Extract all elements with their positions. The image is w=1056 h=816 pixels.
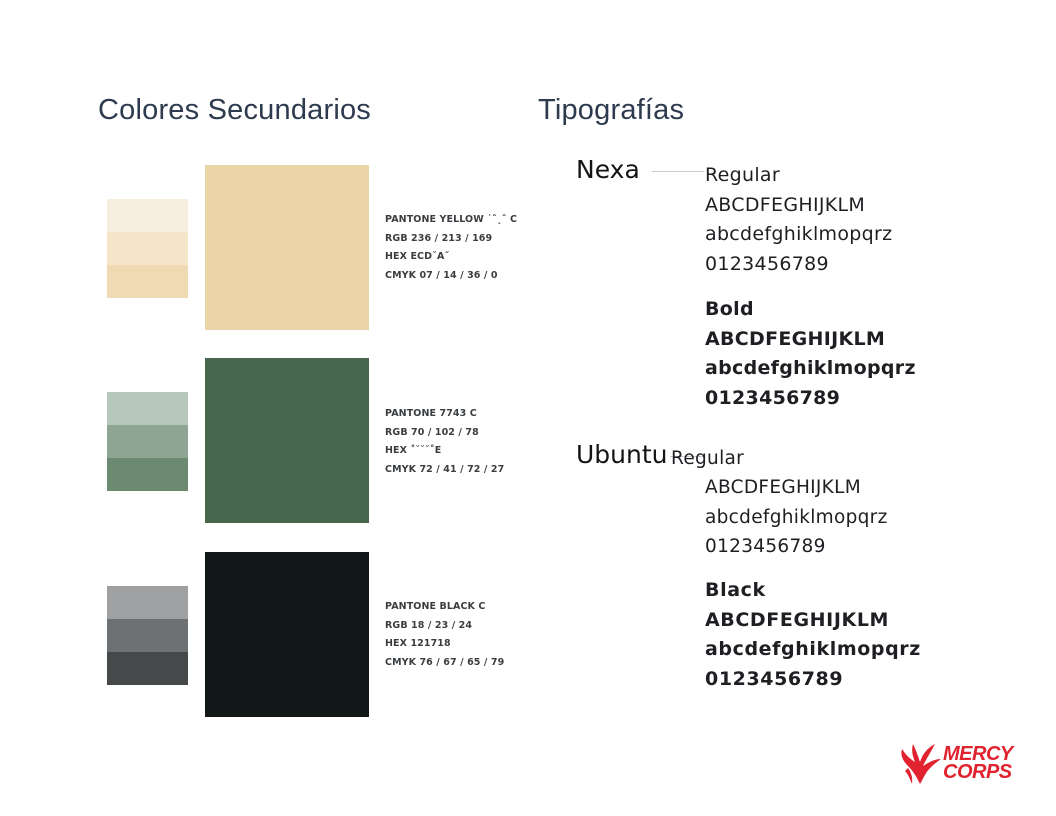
spec-cmyk: CMYK 76 / 67 / 65 / 79	[385, 657, 505, 669]
logo-text-line1: MERCY	[943, 743, 1013, 765]
font-name-nexa: Nexa	[576, 155, 640, 184]
typography-section-title: Tipografías	[538, 94, 685, 126]
spec-rgb: RGB 18 / 23 / 24	[385, 619, 473, 631]
font-name-ubuntu: Ubuntu	[576, 440, 668, 469]
mercy-corps-logo	[898, 740, 1022, 786]
nexa-bold-digits: 0123456789	[705, 386, 841, 409]
tint-black-light	[107, 586, 188, 619]
tint-black-mid	[107, 619, 188, 652]
tint-green-mid	[107, 425, 188, 458]
ubuntu-black-digits: 0123456789	[705, 667, 844, 690]
ubuntu-regular-label: Regular	[671, 448, 745, 469]
ubuntu-black-label: Black	[705, 579, 766, 601]
spec-pantone: PANTONE YELLOW ˙ˆ˛ˆ C	[385, 214, 518, 225]
spec-cmyk: CMYK 07 / 14 / 36 / 0	[385, 270, 498, 282]
ubuntu-black-lowercase: abcdefghiklmopqrz	[705, 638, 921, 660]
nexa-regular-digits: 0123456789	[705, 252, 829, 275]
spec-rgb: RGB 236 / 213 / 169	[385, 232, 493, 244]
logo-figure-icon	[898, 740, 942, 786]
nexa-bold-sample	[705, 295, 916, 413]
nexa-regular-label: Regular	[705, 164, 780, 186]
spec-hex: HEX ˚˘˘˘˚E	[385, 445, 442, 457]
swatch-yellow-specs	[385, 211, 517, 286]
tint-yellow-mid	[107, 232, 188, 265]
logo-text-line2: CORPS	[943, 761, 1012, 783]
ubuntu-black-uppercase: ABCDFEGHIJKLM	[705, 608, 890, 631]
swatch-yellow-main	[205, 165, 369, 330]
nexa-bold-uppercase: ABCDFEGHIJKLM	[705, 327, 886, 350]
spec-pantone: PANTONE 7743 C	[385, 408, 477, 419]
spec-rgb: RGB 70 / 102 / 78	[385, 426, 479, 438]
swatch-green-specs	[385, 405, 504, 480]
swatch-black-specs	[385, 598, 504, 673]
tint-black-dark	[107, 652, 188, 685]
nexa-bold-label: Bold	[705, 298, 754, 320]
spec-hex: HEX 121718	[385, 638, 451, 650]
nexa-bold-lowercase: abcdefghiklmopqrz	[705, 357, 916, 379]
spec-hex: HEX ECD˘A˝	[385, 251, 450, 263]
tint-green-dark	[107, 458, 188, 491]
ubuntu-regular-sample	[705, 473, 888, 562]
tint-yellow-dark	[107, 265, 188, 298]
tint-yellow-light	[107, 199, 188, 232]
nexa-regular-sample	[705, 161, 892, 279]
ubuntu-black-sample	[705, 576, 921, 694]
nexa-regular-lowercase: abcdefghiklmopqrz	[705, 223, 893, 245]
ubuntu-regular-digits: 0123456789	[705, 536, 826, 557]
nexa-connector-line	[652, 171, 704, 172]
swatch-green-main	[205, 358, 369, 523]
tint-green-light	[107, 392, 188, 425]
spec-cmyk: CMYK 72 / 41 / 72 / 27	[385, 464, 505, 476]
colors-section-title: Colores Secundarios	[98, 94, 371, 126]
spec-pantone: PANTONE BLACK C	[385, 601, 486, 612]
ubuntu-regular-uppercase: ABCDFEGHIJKLM	[705, 477, 861, 498]
ubuntu-regular-lowercase: abcdefghiklmopqrz	[705, 506, 888, 528]
swatch-black-main	[205, 552, 369, 717]
nexa-regular-uppercase: ABCDFEGHIJKLM	[705, 193, 866, 216]
